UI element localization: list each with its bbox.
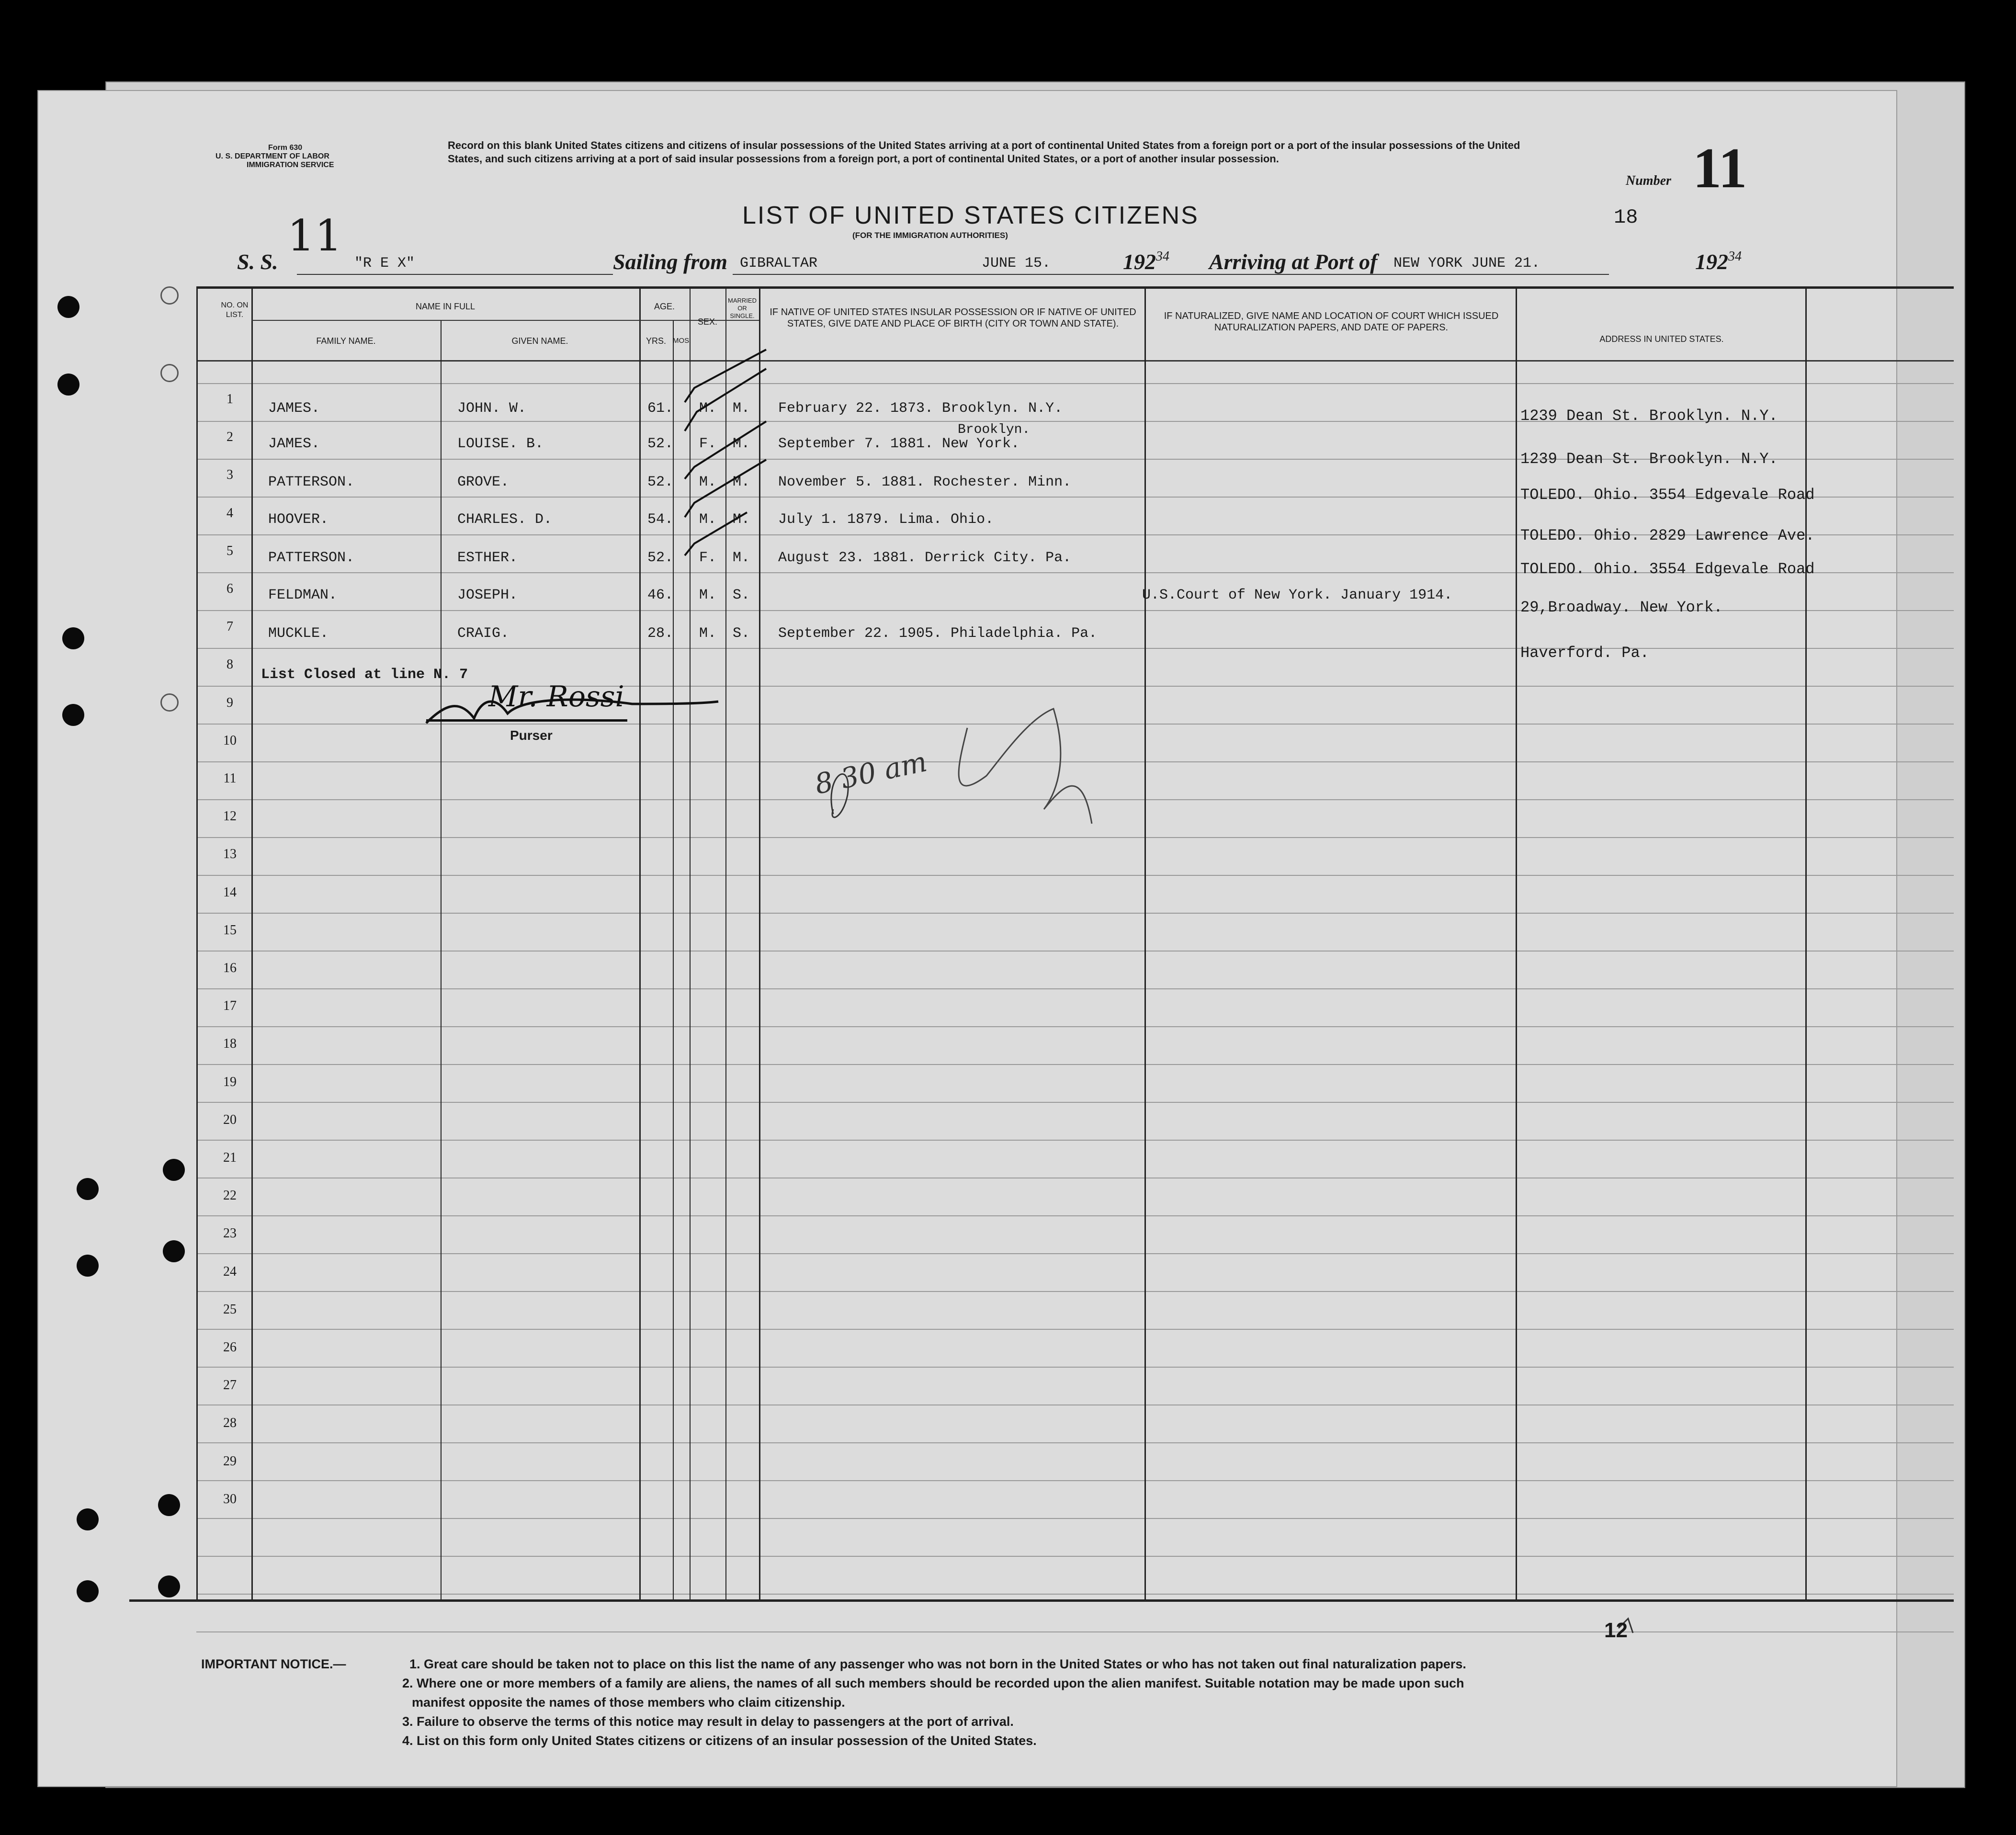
service: IMMIGRATION SERVICE <box>247 161 334 169</box>
sailing-year <box>1123 249 1169 274</box>
line-number: 20 <box>223 1112 237 1127</box>
line-number: 5 <box>227 543 233 558</box>
sex: F. <box>699 550 717 566</box>
notice-item: 3. Failure to observe the terms of this notice may result in delay to passengers at the port of arrival. <box>402 1714 1014 1729</box>
line-number: 27 <box>223 1378 237 1393</box>
col-native: IF NATIVE OF UNITED STATES INSULAR POSSESSION OR IF NATIVE OF UNITED STATES, GIVE DATE AND PLACE OF BIRTH (CITY OR TOWN AND STATE). <box>770 307 1136 329</box>
line-number: 7 <box>227 619 233 634</box>
reinforcement-ring <box>160 364 179 382</box>
family-name: JAMES. <box>268 436 320 452</box>
line-number: 2 <box>227 430 233 445</box>
sex: M. <box>699 474 717 490</box>
column-rule <box>639 287 641 1599</box>
col-yrs: YRS. <box>646 336 666 346</box>
address: TOLEDO. Ohio. 2829 Lawrence Ave. <box>1520 527 1815 544</box>
marital-status: S. <box>733 587 750 603</box>
col-family: FAMILY NAME. <box>316 336 376 346</box>
line-number: 26 <box>223 1340 237 1355</box>
birthplace: September 22. 1905. Philadelphia. Pa. <box>778 625 1098 642</box>
header-separator <box>196 360 1954 362</box>
line-number: 22 <box>223 1188 237 1203</box>
age-years: 52. <box>647 436 674 452</box>
line-number: 23 <box>223 1226 237 1241</box>
arriving-year <box>1695 249 1742 274</box>
notice-item: manifest opposite the names of those members who claim citizenship. <box>412 1695 845 1710</box>
line-number: 3 <box>227 467 233 483</box>
family-name: JAMES. <box>268 400 320 417</box>
address: Haverford. Pa. <box>1520 644 1649 662</box>
ruled-line <box>196 1291 1954 1292</box>
page-mark: 12 <box>1604 1619 1628 1642</box>
birthplace: August 23. 1881. Derrick City. Pa. <box>778 550 1072 566</box>
ruled-line <box>196 988 1954 989</box>
given-name: JOHN. W. <box>457 400 527 417</box>
address: TOLEDO. Ohio. 3554 Edgevale Road <box>1520 486 1815 504</box>
top-right-mark: 18 <box>1614 206 1638 229</box>
sailing-date: JUNE 15. <box>982 255 1051 272</box>
instructions: Record on this blank United States citizens and citizens of insular possessions of the United States arriving at a port of continental United States from a foreign port or a port of the insular possessions of the United States, and such citizens arriving at a port of said insular possessions from a foreign port, a port of continental United States, or a port of another insular possession. <box>448 139 1520 165</box>
column-rule <box>251 287 253 1599</box>
age-years: 61. <box>647 400 674 417</box>
ruled-line <box>196 1102 1954 1103</box>
line-number: 28 <box>223 1416 237 1431</box>
ship-name: "R E X" <box>354 255 415 272</box>
col-name-in-full: NAME IN FULL <box>415 302 476 311</box>
year-suffix: 34 <box>1728 249 1742 264</box>
department: U. S. DEPARTMENT OF LABOR <box>215 152 329 160</box>
sailing-line <box>733 274 1609 275</box>
purser-signature: Mr. Rossi <box>488 680 624 714</box>
ruled-line <box>196 1594 1954 1595</box>
address: TOLEDO. Ohio. 3554 Edgevale Road <box>1520 560 1815 578</box>
punch-hole <box>62 627 84 649</box>
marital-status: M. <box>733 550 750 566</box>
number-label: Number <box>1626 173 1671 188</box>
punch-hole <box>57 296 79 318</box>
line-number: 14 <box>223 884 237 900</box>
line-number: 30 <box>223 1491 237 1507</box>
line-number: 13 <box>223 847 237 862</box>
age-years: 28. <box>647 625 674 642</box>
age-years: 54. <box>647 511 674 528</box>
table-top-border <box>196 286 1954 289</box>
ruled-line <box>196 1518 1954 1519</box>
ruled-line <box>196 1253 1954 1254</box>
column-rule <box>1144 287 1146 1599</box>
marital-status: M. <box>733 436 750 452</box>
col-age: AGE. <box>654 302 675 311</box>
ruled-line <box>196 837 1954 838</box>
notice-label: IMPORTANT NOTICE.— <box>201 1657 346 1671</box>
ruled-line <box>196 1631 1954 1632</box>
arriving-port: NEW YORK JUNE 21. <box>1393 255 1540 272</box>
punch-hole <box>77 1255 99 1277</box>
reinforcement-ring <box>160 286 179 305</box>
marital-status: S. <box>733 625 750 642</box>
column-rule <box>759 287 760 1599</box>
punch-hole <box>57 374 79 396</box>
sex: M. <box>699 587 717 603</box>
address: 29,Broadway. New York. <box>1520 599 1723 616</box>
ruled-line <box>196 1064 1954 1065</box>
line-number: 16 <box>223 961 237 975</box>
birthplace: November 5. 1881. Rochester. Minn. <box>778 474 1072 490</box>
sex: M. <box>699 511 717 528</box>
family-name: PATTERSON. <box>268 474 355 490</box>
sex: M. <box>699 625 717 642</box>
col-sex: SEX. <box>697 317 718 327</box>
col-mos: MOS. <box>673 337 691 345</box>
given-name: ESTHER. <box>457 550 518 566</box>
given-name: GROVE. <box>457 474 510 490</box>
age-years: 52. <box>647 550 674 566</box>
punch-hole <box>163 1240 185 1262</box>
punch-hole <box>77 1580 99 1602</box>
column-rule <box>196 287 198 1599</box>
ship-handwritten: 11 <box>287 211 342 261</box>
punch-hole <box>158 1575 180 1597</box>
column-rule <box>690 287 691 1599</box>
age-years: 46. <box>647 587 674 603</box>
punch-hole <box>158 1494 180 1516</box>
ruled-line <box>196 1026 1954 1027</box>
family-name: PATTERSON. <box>268 550 355 566</box>
ruled-line <box>196 648 1954 649</box>
page-subtitle: (FOR THE IMMIGRATION AUTHORITIES) <box>852 231 1008 240</box>
marital-status: M. <box>733 400 750 417</box>
naturalization-court: U.S.Court of New York. January 1914. <box>1142 587 1453 603</box>
table-bottom-border <box>129 1599 1954 1602</box>
list-number: 11 <box>1693 136 1747 200</box>
given-name: JOSEPH. <box>457 587 518 603</box>
notice-item: 1. Great care should be taken not to place on this list the name of any passenger who was not born in the United States or who has not taken out final naturalization papers. <box>409 1657 1466 1671</box>
ruled-line <box>196 1442 1954 1443</box>
column-rule <box>1516 287 1517 1599</box>
year-prefix: 192 <box>1123 249 1156 274</box>
line-number: 29 <box>223 1453 237 1469</box>
col-naturalized: IF NATURALIZED, GIVE NAME AND LOCATION OF COURT WHICH ISSUED NATURALIZATION PAPERS, AND DATE OF PAPERS. <box>1164 311 1499 333</box>
col-given: GIVEN NAME. <box>511 336 568 346</box>
notice-item: 4. List on this form only United States citizens or citizens of an insular possession of the United States. <box>402 1733 1037 1748</box>
sailing-label: Sailing from <box>613 249 728 274</box>
line-number: 19 <box>223 1074 237 1089</box>
punch-hole <box>77 1508 99 1530</box>
given-name: LOUISE. B. <box>457 436 544 452</box>
birth-note: Brooklyn. <box>958 422 1031 437</box>
col-married: MARRIED OR SINGLE. <box>728 297 757 319</box>
birthplace: September 7. 1881. New York. <box>778 436 1020 452</box>
line-number: 8 <box>227 657 233 672</box>
birthplace: February 22. 1873. Brooklyn. N.Y. <box>778 400 1063 417</box>
ruled-line <box>196 1556 1954 1557</box>
line-number: 6 <box>227 581 233 596</box>
line-number: 10 <box>223 733 237 748</box>
ruled-line <box>196 875 1954 876</box>
line-number: 21 <box>223 1150 237 1165</box>
ship-line <box>297 274 613 275</box>
sex: M. <box>699 400 717 417</box>
ruled-line <box>196 1329 1954 1330</box>
ruled-line <box>196 1215 1954 1216</box>
name-age-separator <box>251 320 759 321</box>
sex: F. <box>699 436 717 452</box>
marital-status: M. <box>733 511 750 528</box>
line-number: 9 <box>227 695 233 710</box>
sailing-port: GIBRALTAR <box>740 255 818 272</box>
list-closed: List Closed at line N. 7 <box>261 667 468 683</box>
line-number: 17 <box>223 998 237 1014</box>
time-stamp: 8 30 am <box>812 745 930 801</box>
family-name: HOOVER. <box>268 511 329 528</box>
punch-hole <box>77 1178 99 1200</box>
address: 1239 Dean St. Brooklyn. N.Y. <box>1520 450 1778 468</box>
year-suffix: 34 <box>1156 249 1169 264</box>
col-address: ADDRESS IN UNITED STATES. <box>1599 334 1724 344</box>
punch-hole <box>163 1159 185 1181</box>
ruled-line <box>196 761 1954 762</box>
marital-status: M. <box>733 474 750 490</box>
column-rule <box>441 321 442 1599</box>
form-number: Form 630 <box>268 144 303 152</box>
line-number: 4 <box>227 505 233 521</box>
address: 1239 Dean St. Brooklyn. N.Y. <box>1520 407 1778 425</box>
given-name: CHARLES. D. <box>457 511 553 528</box>
age-years: 52. <box>647 474 674 490</box>
reinforcement-ring <box>160 693 179 712</box>
line-number: 15 <box>223 922 237 938</box>
ruled-line <box>196 1367 1954 1368</box>
year-prefix: 192 <box>1695 249 1728 274</box>
ruled-line <box>196 913 1954 914</box>
punch-hole <box>62 704 84 726</box>
column-rule <box>725 287 726 1599</box>
family-name: FELDMAN. <box>268 587 338 603</box>
purser-line <box>426 719 627 722</box>
ruled-line <box>196 1140 1954 1141</box>
column-rule <box>1805 287 1807 1599</box>
col-no: NO. ON LIST. <box>221 301 249 319</box>
given-name: CRAIG. <box>457 625 510 642</box>
line-number: 25 <box>223 1302 237 1317</box>
family-name: MUCKLE. <box>268 625 329 642</box>
line-number: 12 <box>223 809 237 824</box>
ruled-line <box>196 799 1954 800</box>
line-number: 11 <box>223 771 237 786</box>
purser-label: Purser <box>510 728 553 743</box>
line-number: 24 <box>223 1264 237 1279</box>
line-number: 18 <box>223 1036 237 1052</box>
notice-item: 2. Where one or more members of a family are aliens, the names of all such members should be recorded upon the alien manifest. Suitable notation may be made upon such <box>402 1676 1464 1690</box>
line-number: 1 <box>227 392 233 407</box>
ruled-line <box>196 724 1954 725</box>
ruled-line <box>196 383 1954 384</box>
arriving-label: Arriving at Port of <box>1209 249 1378 274</box>
ruled-line <box>196 1480 1954 1481</box>
ss-label: S. S. <box>237 249 278 274</box>
page-title: LIST OF UNITED STATES CITIZENS <box>742 202 1199 229</box>
birthplace: July 1. 1879. Lima. Ohio. <box>778 511 994 528</box>
ruled-line <box>196 686 1954 687</box>
